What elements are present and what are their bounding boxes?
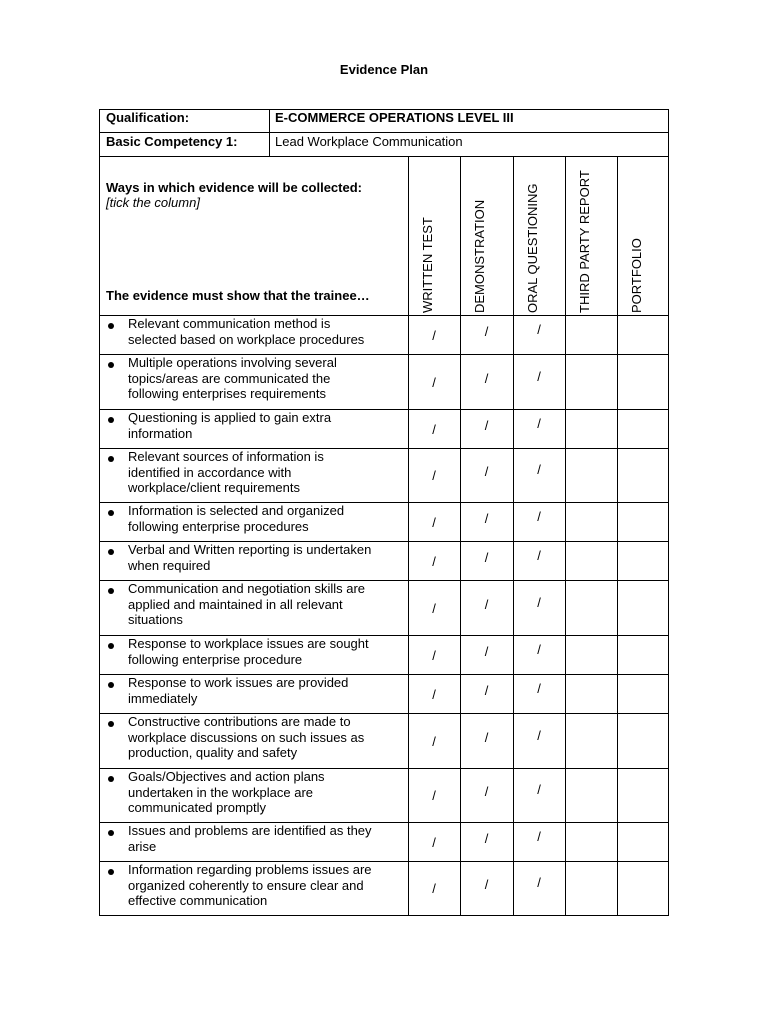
tick-mark: / <box>432 788 436 803</box>
tick-mark: / <box>432 553 436 569</box>
tick-mark: / <box>432 374 436 390</box>
column-rule <box>513 156 514 915</box>
bullet-icon <box>108 549 114 555</box>
criterion-text: Constructive contributions are made to <box>128 714 351 729</box>
criterion-text: Questioning is applied to gain extra <box>128 410 332 425</box>
criterion-text: workplace discussions on such issues as <box>128 729 365 745</box>
criterion-text: Response to workplace issues are sought <box>128 636 369 651</box>
tick-mark: / <box>484 323 489 339</box>
criterion-text: effective communication <box>128 893 268 908</box>
tick-mark: / <box>537 368 541 384</box>
criterion-text: workplace/client requirements <box>128 480 300 495</box>
table-border-right <box>668 109 669 916</box>
bullet-icon <box>108 456 114 462</box>
bullet-icon <box>108 362 114 368</box>
criterion-text: Relevant communication method is <box>128 316 331 331</box>
tick-mark: / <box>484 643 489 659</box>
competency-value: Lead Workplace Communication <box>275 134 463 149</box>
tick-mark: / <box>484 417 489 433</box>
tick-mark: / <box>432 327 436 343</box>
tick-mark: / <box>537 641 541 657</box>
criterion-text: following enterprise procedure <box>128 651 303 667</box>
tick-mark: / <box>432 647 436 663</box>
bullet-icon <box>108 643 114 649</box>
column-rule <box>565 156 566 915</box>
bullet-icon <box>108 510 114 516</box>
method-header-third-party-report: THIRD PARTY REPORT <box>577 170 592 313</box>
tick-mark: / <box>432 881 436 896</box>
criterion-text: topics/areas are communicated the <box>128 370 331 386</box>
tick-mark: / <box>432 514 436 530</box>
tick-mark: / <box>484 464 489 479</box>
tick-mark: / <box>537 462 541 477</box>
tick-mark: / <box>484 370 489 386</box>
method-header-portfolio: PORTFOLIO <box>629 238 644 313</box>
criterion-text: Information is selected and organized <box>128 503 345 518</box>
tick-mark: / <box>484 682 489 698</box>
tick-mark: / <box>432 600 436 616</box>
criterion-text: following enterprise procedures <box>128 518 309 534</box>
bullet-icon <box>108 417 114 423</box>
criterion-text: Information regarding problems issues are <box>128 862 372 877</box>
criterion-text: production, quality and safety <box>128 745 298 760</box>
column-rule <box>617 156 618 915</box>
tick-mark: / <box>537 782 541 797</box>
bullet-icon <box>108 588 114 594</box>
criterion-text: arise <box>128 838 157 854</box>
criterion-text: when required <box>128 557 211 573</box>
tick-mark: / <box>484 784 489 799</box>
table-rule <box>99 915 669 916</box>
table-rule <box>99 132 669 133</box>
criterion-text: selected based on workplace procedures <box>128 331 365 347</box>
bullet-icon <box>108 776 114 782</box>
tick-mark: / <box>537 875 541 890</box>
tick-mark: / <box>484 510 489 526</box>
tick-mark: / <box>537 508 541 524</box>
tick-mark: / <box>537 321 541 337</box>
bullet-icon <box>108 721 114 727</box>
tick-mark: / <box>537 594 541 610</box>
qualification-label: Qualification: <box>106 110 190 125</box>
tick-mark: / <box>484 549 489 565</box>
criterion-text: immediately <box>128 690 198 706</box>
criterion-text: Multiple operations involving several <box>128 355 337 370</box>
table-border-left <box>99 109 100 916</box>
bullet-icon <box>108 869 114 875</box>
method-header-written-test: WRITTEN TEST <box>420 217 435 313</box>
criterion-text: undertaken in the workplace are <box>128 784 314 800</box>
criterion-text: communicated promptly <box>128 800 266 815</box>
tick-mark: / <box>537 415 541 431</box>
tick-mark: / <box>432 686 436 702</box>
tick-mark: / <box>484 729 489 745</box>
tick-mark: / <box>432 834 436 850</box>
criterion-text: Issues and problems are identified as they <box>128 823 372 838</box>
criterion-text: Response to work issues are provided <box>128 675 349 690</box>
tick-mark: / <box>537 828 541 844</box>
criterion-text: Verbal and Written reporting is undertaken <box>128 542 372 557</box>
column-rule <box>460 156 461 915</box>
tick-mark: / <box>484 596 489 612</box>
criterion-text: applied and maintained in all relevant <box>128 596 343 612</box>
tick-mark: / <box>484 830 489 846</box>
tick-mark: / <box>537 547 541 563</box>
criterion-text: organized coherently to ensure clear and <box>128 877 364 893</box>
criterion-text: Relevant sources of information is <box>128 449 324 464</box>
tick-note: [tick the column] <box>106 195 200 210</box>
column-rule <box>408 156 409 915</box>
tick-mark: / <box>537 727 541 743</box>
table-rule <box>99 156 669 157</box>
competency-label: Basic Competency 1: <box>106 134 238 149</box>
bullet-icon <box>108 323 114 329</box>
criterion-text: Communication and negotiation skills are <box>128 581 366 596</box>
criterion-text: information <box>128 425 193 441</box>
tick-mark: / <box>432 468 436 483</box>
header-divider <box>269 109 270 156</box>
qualification-value: E-COMMERCE OPERATIONS LEVEL III <box>275 110 514 125</box>
method-header-oral-questioning: ORAL QUESTIONING <box>525 183 540 313</box>
ways-heading: Ways in which evidence will be collected: <box>106 180 362 195</box>
bullet-icon <box>108 682 114 688</box>
criterion-text: situations <box>128 612 183 627</box>
page-title: Evidence Plan <box>339 62 429 77</box>
evidence-intro: The evidence must show that the trainee… <box>106 288 370 303</box>
tick-mark: / <box>432 733 436 749</box>
criterion-text: following enterprises requirements <box>128 386 326 401</box>
criterion-text: Goals/Objectives and action plans <box>128 769 325 784</box>
bullet-icon <box>108 830 114 836</box>
criterion-text: identified in accordance with <box>128 464 292 480</box>
tick-mark: / <box>484 877 489 892</box>
method-header-demonstration: DEMONSTRATION <box>472 199 487 313</box>
tick-mark: / <box>537 680 541 696</box>
tick-mark: / <box>432 421 436 437</box>
